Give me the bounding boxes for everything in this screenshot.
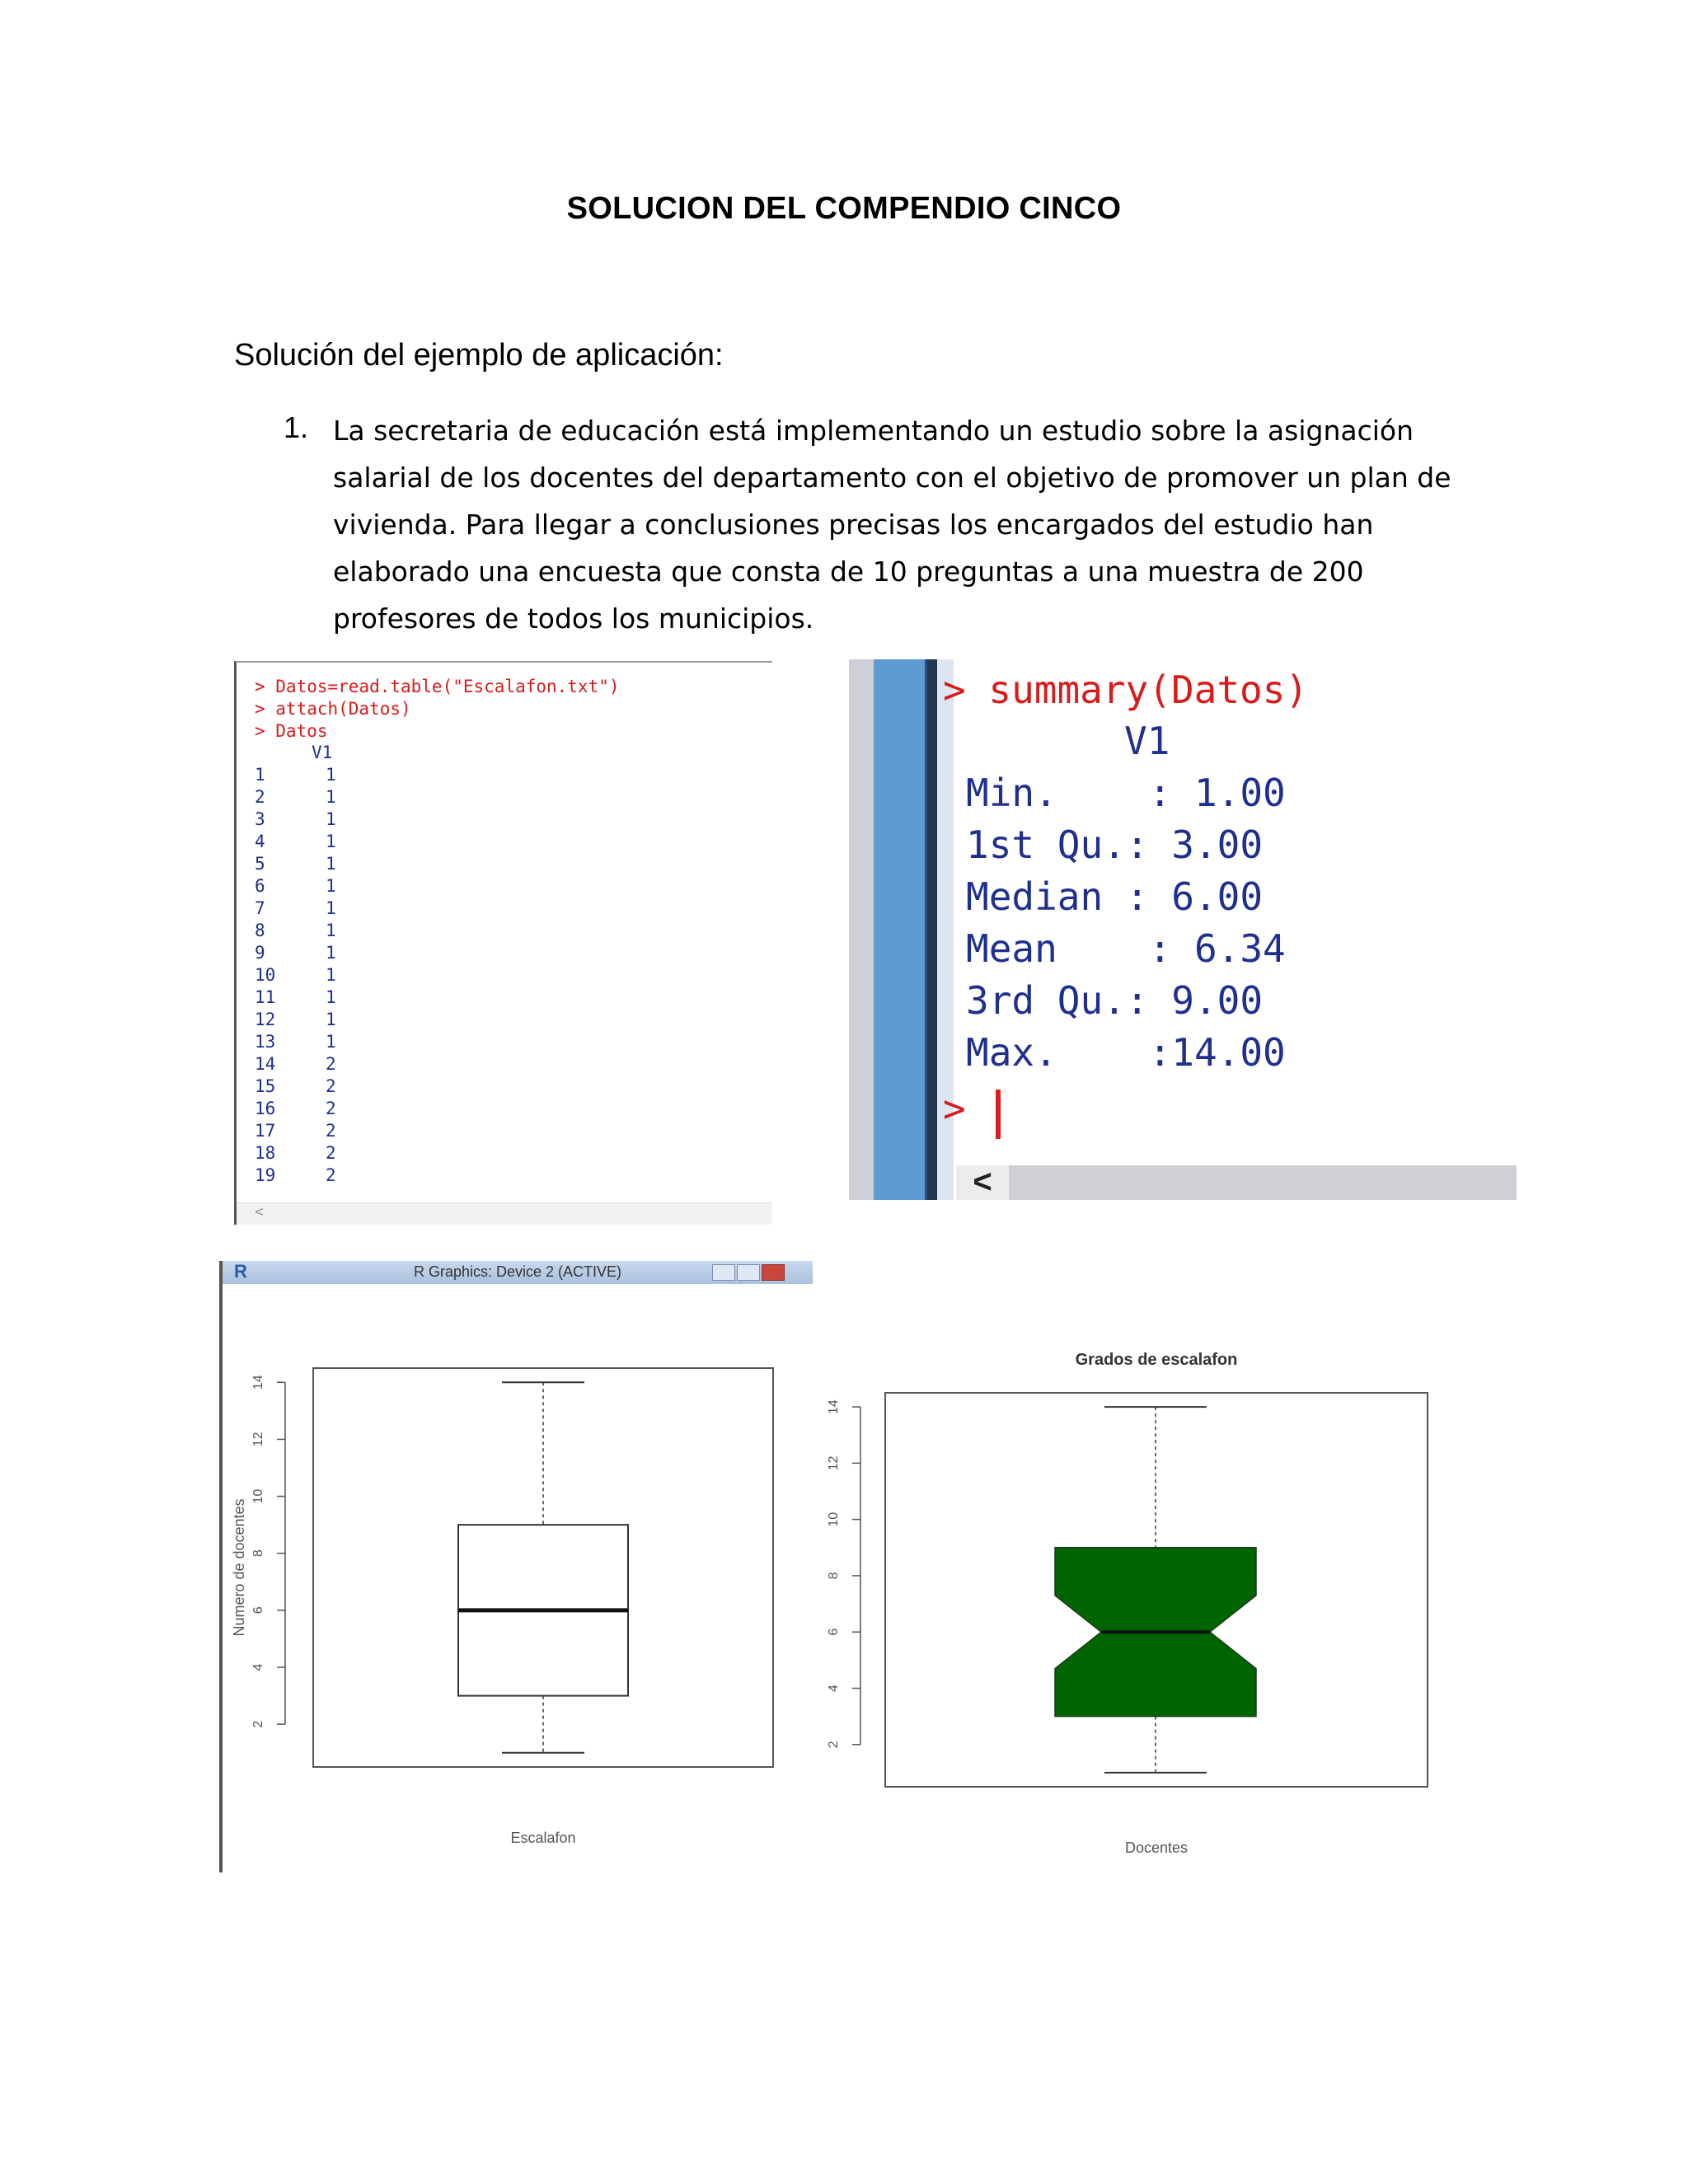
row-index: 1	[255, 765, 265, 785]
row-value: 1	[326, 943, 336, 963]
column-header: V1	[312, 743, 333, 762]
row-value: 2	[326, 1076, 336, 1096]
row-value: 2	[326, 1143, 336, 1163]
summary-stat: Mean : 6.34	[966, 926, 1286, 971]
row-index: 7	[255, 898, 265, 918]
page-title: SOLUCION DEL COMPENDIO CINCO	[566, 191, 1122, 226]
maximize-icon[interactable]	[737, 1264, 760, 1281]
paragraph-line: vivienda. Para llegar a conclusiones precisas los encargados del estudio han	[333, 509, 1374, 541]
minimize-icon[interactable]	[712, 1264, 735, 1281]
row-value: 1	[326, 765, 336, 785]
paragraph-line: elaborado una encuesta que consta de 10 preguntas a una muestra de 200	[333, 555, 1364, 588]
y-tick-label: 12	[251, 1432, 265, 1447]
row-index: 19	[255, 1165, 276, 1185]
row-value: 1	[326, 921, 336, 940]
column-header: V1	[1124, 719, 1170, 763]
y-tick-label: 4	[251, 1663, 265, 1671]
scroll-left-icon[interactable]: <	[255, 1203, 264, 1221]
list-item-text	[333, 407, 1479, 642]
row-value: 1	[326, 809, 336, 829]
row-index: 15	[255, 1076, 276, 1096]
y-axis-label: Numero de docentes	[231, 1498, 247, 1637]
row-value: 1	[326, 876, 336, 896]
summary-stat: Max. :14.00	[966, 1030, 1286, 1075]
y-tick-label: 14	[827, 1399, 841, 1414]
y-tick-label: 14	[251, 1375, 265, 1390]
row-index: 6	[255, 876, 265, 896]
scroll-left-icon[interactable]: <	[956, 1165, 1009, 1200]
horizontal-scrollbar[interactable]	[956, 1165, 1517, 1200]
console-prompt: >	[943, 1086, 966, 1131]
y-tick-label: 2	[827, 1741, 841, 1749]
row-value: 1	[326, 854, 336, 874]
console-command: > attach(Datos)	[255, 699, 411, 719]
r-logo-icon: R	[234, 1261, 247, 1282]
console-command: > Datos	[255, 721, 328, 741]
y-tick-label: 10	[251, 1488, 265, 1504]
row-index: 17	[255, 1121, 276, 1141]
row-index: 12	[255, 1010, 276, 1029]
y-tick-label: 6	[251, 1606, 265, 1615]
window-title: R Graphics: Device 2 (ACTIVE)	[413, 1263, 622, 1280]
y-tick-label: 12	[827, 1455, 841, 1471]
paragraph-line: La secretaria de educación está implementando un estudio sobre la asignación	[333, 415, 1414, 447]
row-value: 2	[326, 1099, 336, 1118]
row-index: 4	[255, 832, 265, 851]
side-panel-strip	[874, 659, 927, 1200]
row-index: 10	[255, 965, 276, 985]
row-index: 14	[255, 1054, 276, 1074]
x-axis-label: Docentes	[1124, 1840, 1189, 1856]
section-heading: Solución del ejemplo de aplicación:	[234, 338, 724, 373]
y-tick-label: 8	[827, 1572, 841, 1580]
row-value: 1	[326, 787, 336, 807]
console-command: > summary(Datos)	[943, 668, 1309, 712]
paragraph-line: profesores de todos los municipios.	[333, 602, 814, 635]
row-value: 1	[326, 965, 336, 985]
y-tick-label: 4	[827, 1685, 841, 1692]
row-index: 13	[255, 1032, 276, 1052]
r-console-summary-output	[849, 659, 1492, 1200]
list-item-number: 1.	[284, 410, 309, 444]
boxplot-grados-de-escalafon	[824, 1327, 1451, 1871]
chart-title: Grados de escalafon	[1075, 1351, 1238, 1369]
y-tick-label: 10	[827, 1511, 841, 1527]
side-panel-strip	[849, 659, 874, 1200]
y-tick-label: 6	[827, 1628, 841, 1636]
row-index: 18	[255, 1143, 276, 1163]
text-cursor	[996, 1090, 1001, 1139]
summary-stat: 1st Qu.: 3.00	[966, 823, 1264, 867]
console-command: > Datos=read.table("Escalafon.txt")	[255, 677, 620, 696]
row-index: 2	[255, 787, 265, 807]
row-value: 1	[326, 987, 336, 1007]
row-value: 2	[326, 1054, 336, 1074]
paragraph-line: salarial de los docentes del departamento con el objetivo de promover un plan de	[333, 462, 1451, 494]
row-index: 8	[255, 921, 265, 940]
row-index: 3	[255, 809, 265, 829]
row-value: 1	[326, 1032, 336, 1052]
x-axis-label: Escalafon	[510, 1830, 576, 1846]
row-value: 2	[326, 1121, 336, 1141]
y-tick-label: 2	[251, 1720, 265, 1728]
row-value: 1	[326, 1010, 336, 1029]
row-index: 9	[255, 943, 265, 963]
row-value: 1	[326, 898, 336, 918]
summary-stat: 3rd Qu.: 9.00	[966, 978, 1264, 1023]
window-titlebar	[223, 1261, 813, 1284]
r-console-data-output	[234, 661, 772, 1225]
summary-stat: Median : 6.00	[966, 874, 1264, 919]
row-index: 11	[255, 987, 276, 1007]
boxplot-escalafon	[223, 1286, 809, 1872]
summary-stat: Min. : 1.00	[966, 771, 1286, 815]
row-value: 1	[326, 832, 336, 851]
y-tick-label: 8	[251, 1549, 265, 1558]
side-panel-strip	[927, 659, 937, 1200]
close-icon[interactable]	[762, 1264, 785, 1281]
row-index: 16	[255, 1099, 276, 1118]
row-index: 5	[255, 854, 265, 874]
row-value: 2	[326, 1165, 336, 1185]
horizontal-scrollbar[interactable]	[237, 1202, 772, 1225]
